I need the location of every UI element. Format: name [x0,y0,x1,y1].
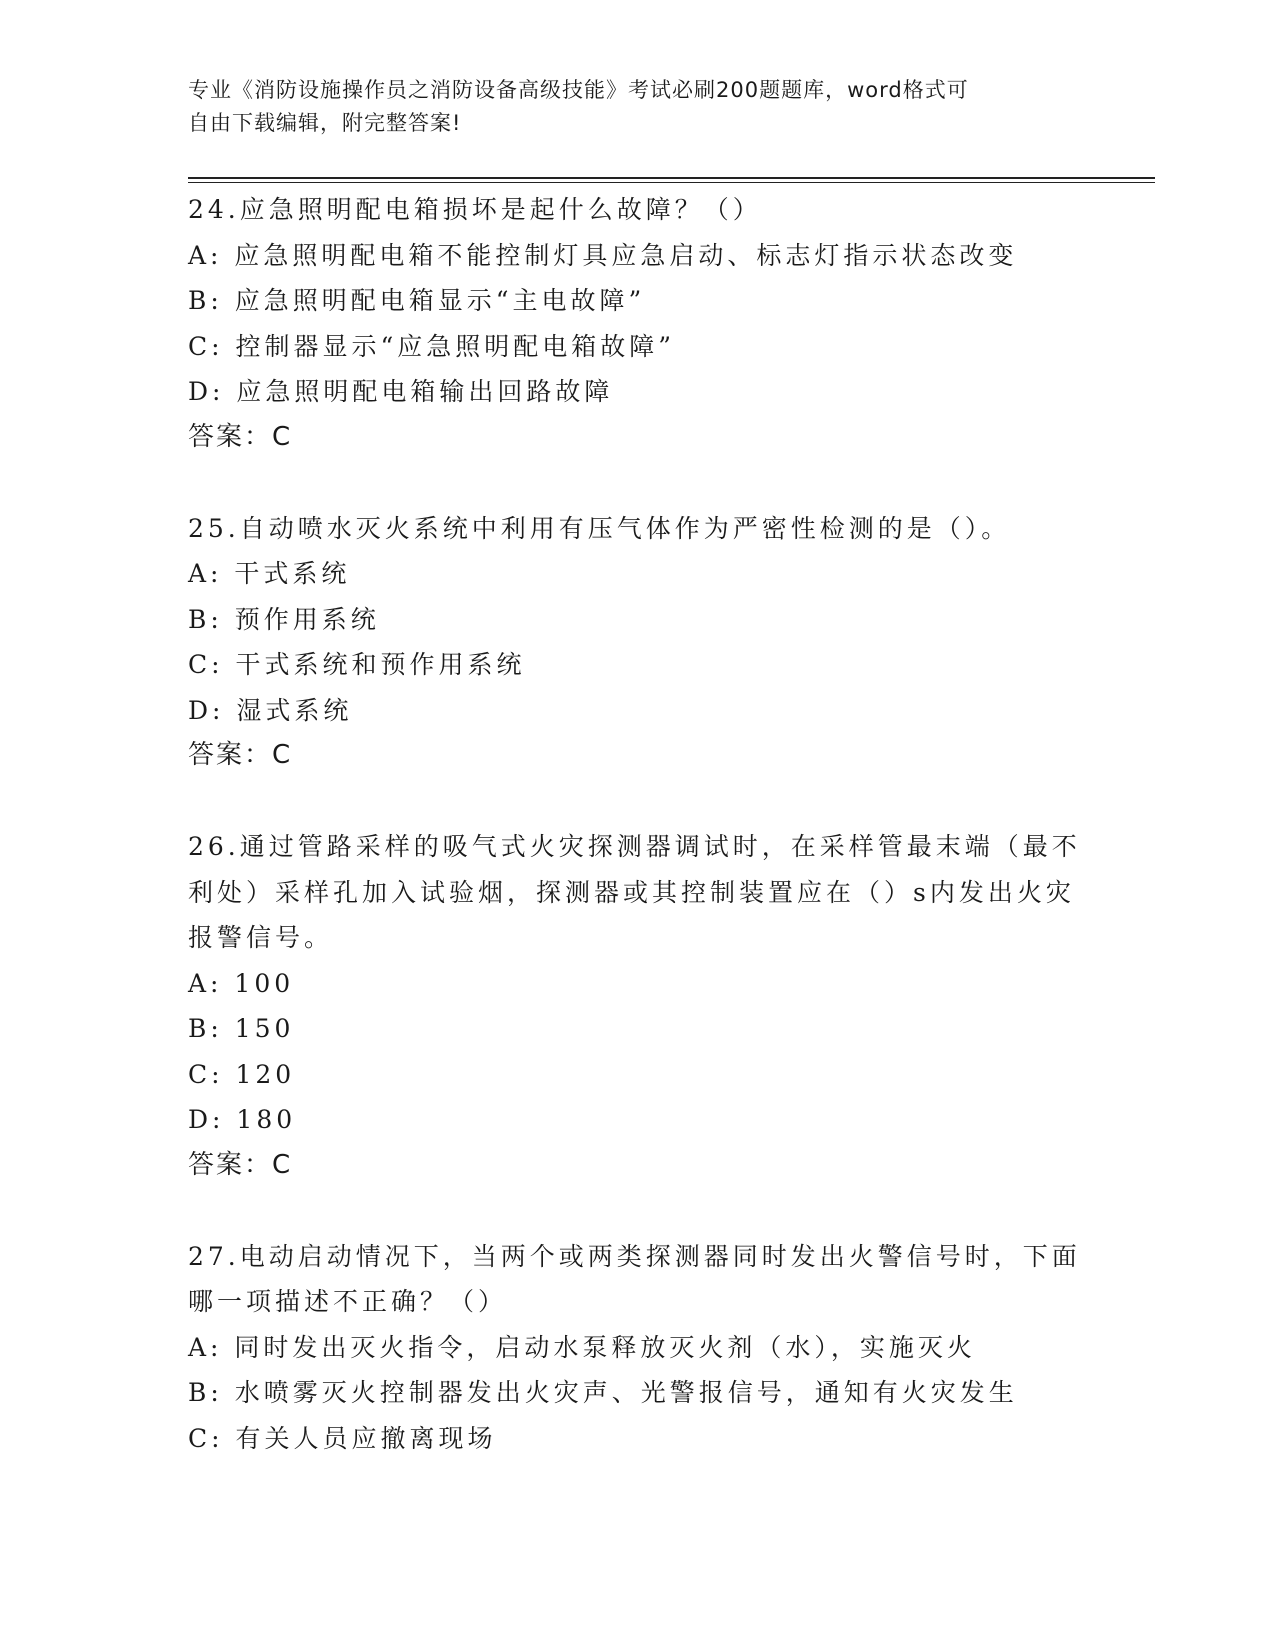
question-26 [188,824,1088,1188]
header-line-2: 自由下载编辑，附完整答案! [188,111,462,135]
question-stem: 24.应急照明配电箱损坏是起什么故障？（） [188,195,762,224]
option-b: B: 水喷雾灭火控制器发出火灾声、光警报信号，通知有火灾发生 [188,1378,1018,1407]
header-line-1: 专业《消防设施操作员之消防设备高级技能》考试必刷200题题库，word格式可 [188,78,969,102]
answer-line: 答案：C [188,1149,293,1180]
option-a: A: 100 [188,968,295,998]
question-spacer [188,779,1088,825]
question-spacer [188,1188,1088,1234]
option-c: C: 控制器显示“应急照明配电箱故障” [188,331,676,361]
question-27 [188,1234,1088,1462]
question-stem-line-3: 报警信号。 [188,923,334,952]
option-b: B: 预作用系统 [188,604,380,634]
question-stem-line-2: 利处）采样孔加入试验烟，探测器或其控制装置应在（）s内发出火灾 [188,877,1075,907]
document-header [188,74,1068,140]
header-rule-thick [188,177,1155,179]
option-d: D: 应急照明配电箱输出回路故障 [188,377,614,406]
option-c: C: 120 [188,1059,296,1089]
option-c: C: 干式系统和预作用系统 [188,650,526,679]
question-stem: 25.自动喷水灭火系统中利用有压气体作为严密性检测的是（）。 [188,513,1011,543]
question-stem-line-1: 26.通过管路采样的吸气式火灾探测器调试时，在采样管最末端（最不 [188,832,1081,861]
question-list [188,187,1088,1461]
option-d: D: 湿式系统 [188,695,353,725]
question-24 [188,187,1088,460]
option-b: B: 150 [188,1014,295,1043]
option-a: A: 干式系统 [188,559,351,588]
question-25 [188,506,1088,779]
option-a: A: 同时发出灭火指令，启动水泵释放灭火剂（水），实施灭火 [188,1332,976,1362]
option-c: C: 有关人员应撤离现场 [188,1423,497,1453]
question-spacer [188,460,1088,506]
answer-line: 答案：C [188,421,293,452]
option-b: B: 应急照明配电箱显示“主电故障” [188,286,646,315]
question-stem-line-2: 哪一项描述不正确？（） [188,1287,508,1316]
option-d: D: 180 [188,1105,297,1134]
answer-line: 答案：C [188,740,293,770]
header-rule-thin [188,182,1155,183]
question-stem-line-1: 27.电动启动情况下，当两个或两类探测器同时发出火警信号时，下面 [188,1241,1081,1271]
option-a: A: 应急照明配电箱不能控制灯具应急启动、标志灯指示状态改变 [188,240,1018,270]
